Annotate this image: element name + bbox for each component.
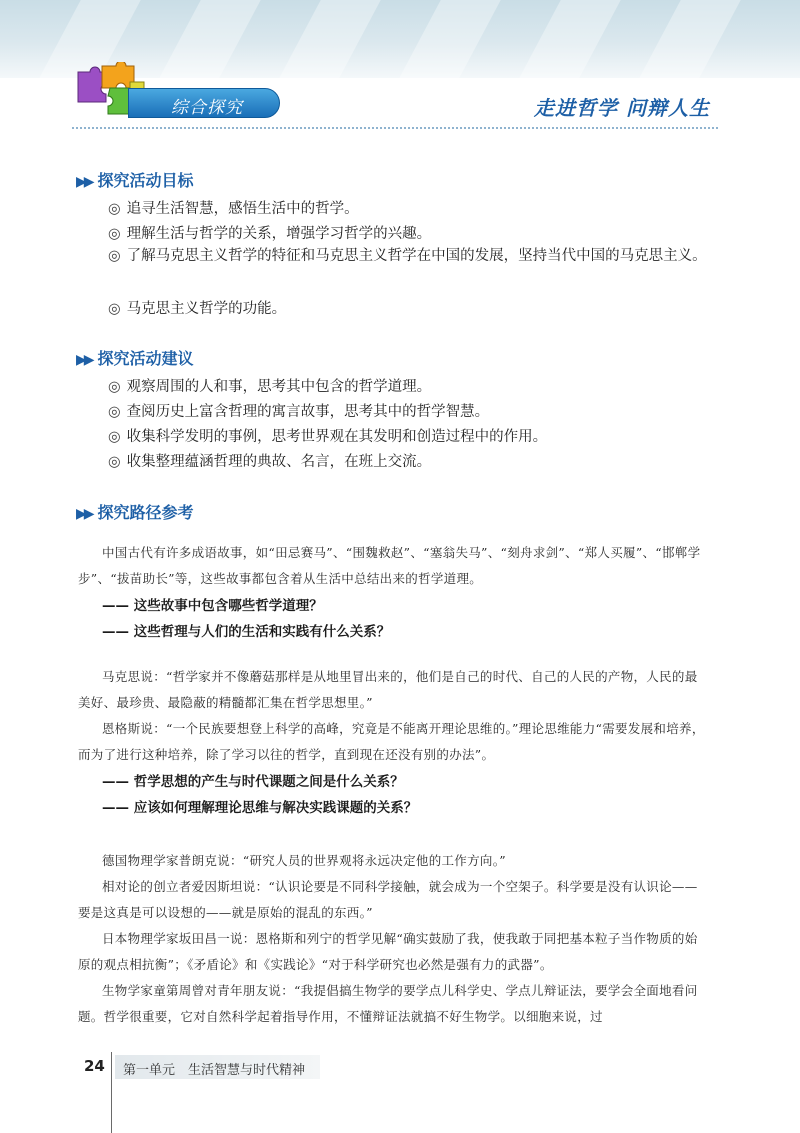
list-item: [108, 244, 718, 269]
list-item-text: 追寻生活智慧，感悟生活中的哲学。: [126, 201, 359, 217]
bullet-icon: ◎: [108, 429, 121, 445]
paragraph: 相对论的创立者爱因斯坦说：“认识论要是不同科学接触，就会成为一个空架子。科学要是没有认识论——要是这真是可以设想的——就是原始的混乱的东西。”: [78, 879, 698, 920]
list-item-text: 马克思主义哲学的功能。: [126, 301, 287, 317]
section-heading-label: 探究活动目标: [97, 171, 194, 190]
paragraph: 日本物理学家坂田昌一说：恩格斯和列宁的哲学见解“确实鼓励了我，使我敢于同把基本粒子当作物质的始原的观点相抗衡”；《矛盾论》和《实践论》“对于科学研究也必然是强有力的武器”。: [78, 931, 698, 972]
section-heading-label: 探究活动建议: [97, 349, 194, 368]
list-item: [108, 297, 286, 318]
paragraph: 德国物理学家普朗克说：“研究人员的世界观将永远决定他的工作方向。”: [102, 853, 506, 868]
list-item-text: 观察周围的人和事，思考其中包含的哲学道理。: [126, 379, 432, 395]
bullet-icon: ◎: [108, 404, 121, 420]
arrow-icon: ▶▶: [76, 174, 92, 190]
bullet-icon: ◎: [108, 454, 121, 470]
paragraph: 中国古代有许多成语故事，如“田忌赛马”、“围魏救赵”、“塞翁失马”、“刻舟求剑”、“郑人买履”、“邯郸学步”、“拔苗助长”等，这些故事都包含着从生活中总结出来的哲学道理。: [78, 545, 701, 586]
page-number: 24: [84, 1057, 105, 1075]
question: —— 这些哲理与人们的生活和实践有什么关系？: [102, 624, 391, 640]
bullet-icon: ◎: [108, 379, 121, 395]
list-item: [108, 400, 489, 421]
bullet-icon: ◎: [108, 248, 121, 264]
unit-label: 第一单元 生活智慧与时代精神: [123, 1063, 306, 1078]
section-tab: [128, 88, 280, 118]
divider: [72, 127, 718, 129]
arrow-icon: ▶▶: [76, 506, 92, 522]
arrow-icon: ▶▶: [76, 352, 92, 368]
footer-divider: [111, 1052, 112, 1133]
list-item: [108, 375, 431, 396]
paragraph: 恩格斯说：“一个民族要想登上科学的高峰，究竟是不能离开理论思维的。”理论思维能力“需要发展和培养，而为了进行这种培养，除了学习以往的哲学，直到现在还没有别的办法”。: [78, 721, 705, 762]
list-item-text: 查阅历史上富含哲理的寓言故事，思考其中的哲学智慧。: [126, 404, 490, 420]
section-heading-suggestions: [76, 346, 194, 369]
list-item: [108, 222, 431, 243]
question: —— 哲学思想的产生与时代课题之间是什么关系？: [102, 774, 404, 790]
section-heading-goals: [76, 168, 194, 191]
bullet-icon: ◎: [108, 226, 121, 242]
list-item-text: 理解生活与哲学的关系，增强学习哲学的兴趣。: [126, 226, 432, 242]
page-title: 走进哲学 问辩人生: [534, 96, 710, 120]
section-tab-label: 综合探究: [171, 98, 243, 118]
bullet-icon: ◎: [108, 201, 121, 217]
list-item-text: 了解马克思主义哲学的特征和马克思主义哲学在中国的发展，坚持当代中国的马克思主义。: [126, 248, 707, 264]
list-item: [108, 197, 359, 218]
question: —— 这些故事中包含哪些哲学道理？: [102, 598, 323, 614]
list-item-text: 收集整理蕴涵哲理的典故、名言，在班上交流。: [126, 454, 432, 470]
bullet-icon: ◎: [108, 301, 121, 317]
section-heading-label: 探究路径参考: [97, 503, 194, 522]
list-item: [108, 425, 547, 446]
question: —— 应该如何理解理论思维与解决实践课题的关系？: [102, 800, 418, 816]
paragraph: 生物学家童第周曾对青年朋友说：“我提倡搞生物学的要学点儿科学史、学点儿辩证法，要学会全面地看问题。哲学很重要，它对自然科学起着指导作用，不懂辩证法就搞不好生物学。以细胞来说，过: [78, 983, 698, 1024]
list-item: [108, 450, 431, 471]
paragraph: 马克思说：“哲学家并不像蘑菇那样是从地里冒出来的，他们是自己的时代、自己的人民的产物，人民的最美好、最珍贵、最隐蔽的精髓都汇集在哲学思想里。”: [78, 669, 698, 710]
section-heading-path: [76, 500, 194, 523]
list-item-text: 收集科学发明的事例，思考世界观在其发明和创造过程中的作用。: [126, 429, 548, 445]
